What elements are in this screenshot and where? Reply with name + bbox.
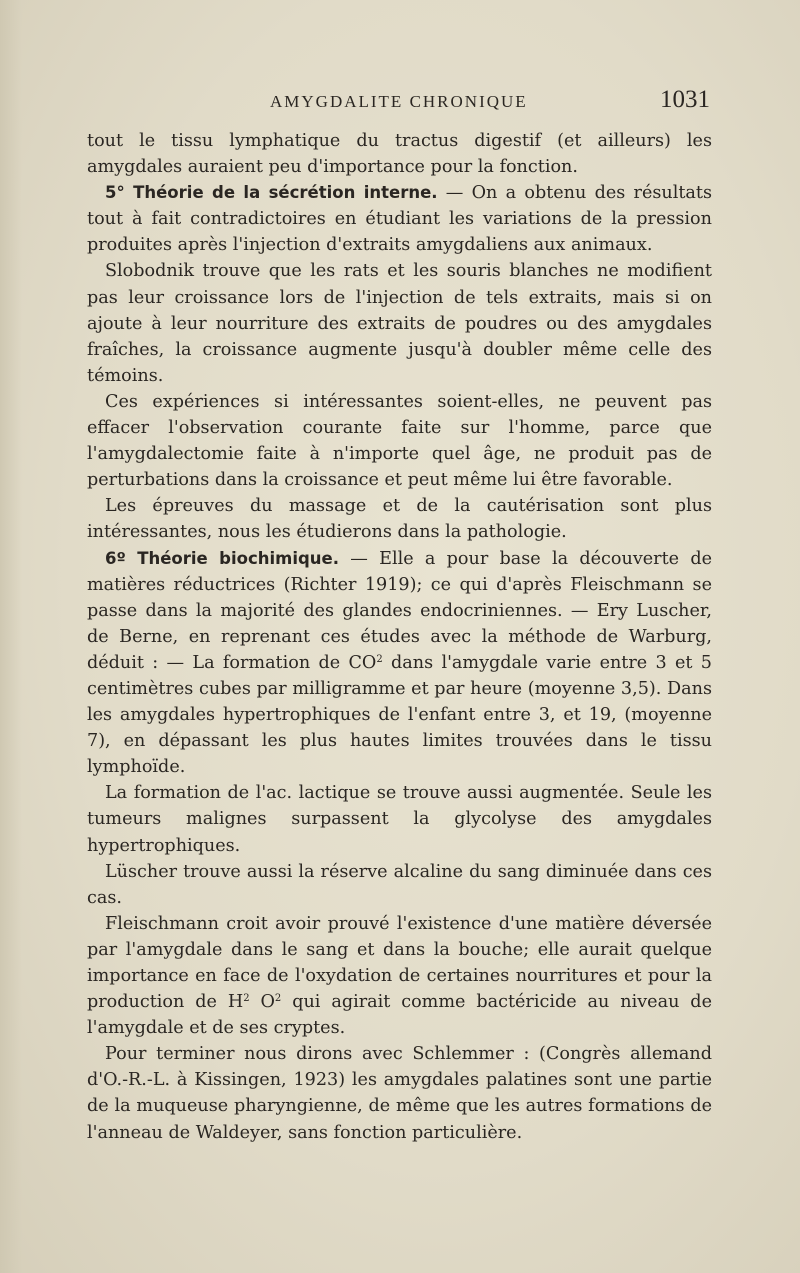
superscript: 2 [243,993,250,1005]
paragraph-text: dans l'amygdale varie entre 3 et 5 centimètres cubes par milligramme et par heure (moyenne 3,5). Dans les amygdales hypertrophiques de l'enfant entre 3, et 19, (moyenne 7), en dépassant les plus hautes limites trouvées dans le tissu lymphoïde. [87,652,712,778]
paragraph-text: Fleischmann croit avoir prouvé l'existence d'une matière déversée par l'amygdale dans le sang et dans la bouche; elle aurait quelque importance en face de l'oxydation de certaines nourritures et pour la production de H [87,913,712,1013]
paragraph-luscher: Lüscher trouve aussi la réserve alcaline du sang diminuée dans ces cas. [87,861,712,908]
paragraph-theory-biochemical [87,546,712,781]
paragraph-slobodnik: Slobodnik trouve que les rats et les souris blanches ne modifient pas leur croissance lors de l'injection de tels extraits, mais si on ajoute à leur nourriture des extraits de poudres ou des amygdales fraîches, la croissance augmente jusqu'à doubler même celle des témoins. [87,261,712,386]
paragraph-fleischmann [87,911,712,1041]
page-number: 1031 [660,86,710,113]
paragraph-experiences: Ces expériences si intéressantes soient-elles, ne peuvent pas effacer l'observation courante faite sur l'homme, parce que l'amygdalectomie faite à n'importe quel âge, ne produit pas de perturbations dans la croissance et peut même lui être favorable. [87,391,712,491]
paragraph-text: — Elle a pour base la découverte de matières réductrices (Richter 1919); ce qui d'après Fleischmann se passe dans la majorité des glandes endocriniennes. — Ery Luscher, de Berne, en reprenant ces études avec la méthode de Warburg, déduit : — La formation de CO [87,548,713,673]
paragraph-lactic-acid: La formation de l'ac. lactique se trouve aussi augmentée. Seule les tumeurs malignes surpassent la glycolyse des amygdales hypertrophiques. [87,783,712,856]
running-header [0,86,800,118]
paragraph-text: O [249,992,275,1013]
chapter-title: AMYGDALITE CHRONIQUE [270,92,528,111]
section-heading-internal-secretion: 5° Théorie de la sécrétion interne. [105,183,438,203]
superscript: 2 [376,653,383,665]
paragraph-theory-internal-secretion [87,180,712,258]
paragraph-schlemmer: Pour terminer nous dirons avec Schlemmer : (Congrès allemand d'O.-R.-L. à Kissingen, 1923) les amygdales palatines sont une partie de la muqueuse pharyngienne, de même que les autres formations de l'anneau de Waldeyer, sans fonction particulière. [87,1044,712,1143]
section-heading-biochemical: 6º Théorie biochimique. [105,548,339,568]
paragraph-text: — On a obtenu des résultats tout à fait contradictoires en étudiant les variations de la pression produites après l'injection d'extraits amygdaliens aux animaux. [87,183,712,256]
body-text [87,128,712,1146]
paragraph-text: qui agirait comme bactéricide au niveau de l'amygdale et de ses cryptes. [87,992,712,1039]
paragraph-massage: Les épreuves du massage et de la cautérisation sont plus intéressantes, nous les étudierons dans la pathologie. [87,496,712,543]
paragraph-continued: tout le tissu lymphatique du tractus digestif (et ailleurs) les amygdales auraient peu d'importance pour la fonction. [87,131,712,178]
page-gutter-shadow [0,0,22,1273]
superscript: 2 [274,993,282,1005]
